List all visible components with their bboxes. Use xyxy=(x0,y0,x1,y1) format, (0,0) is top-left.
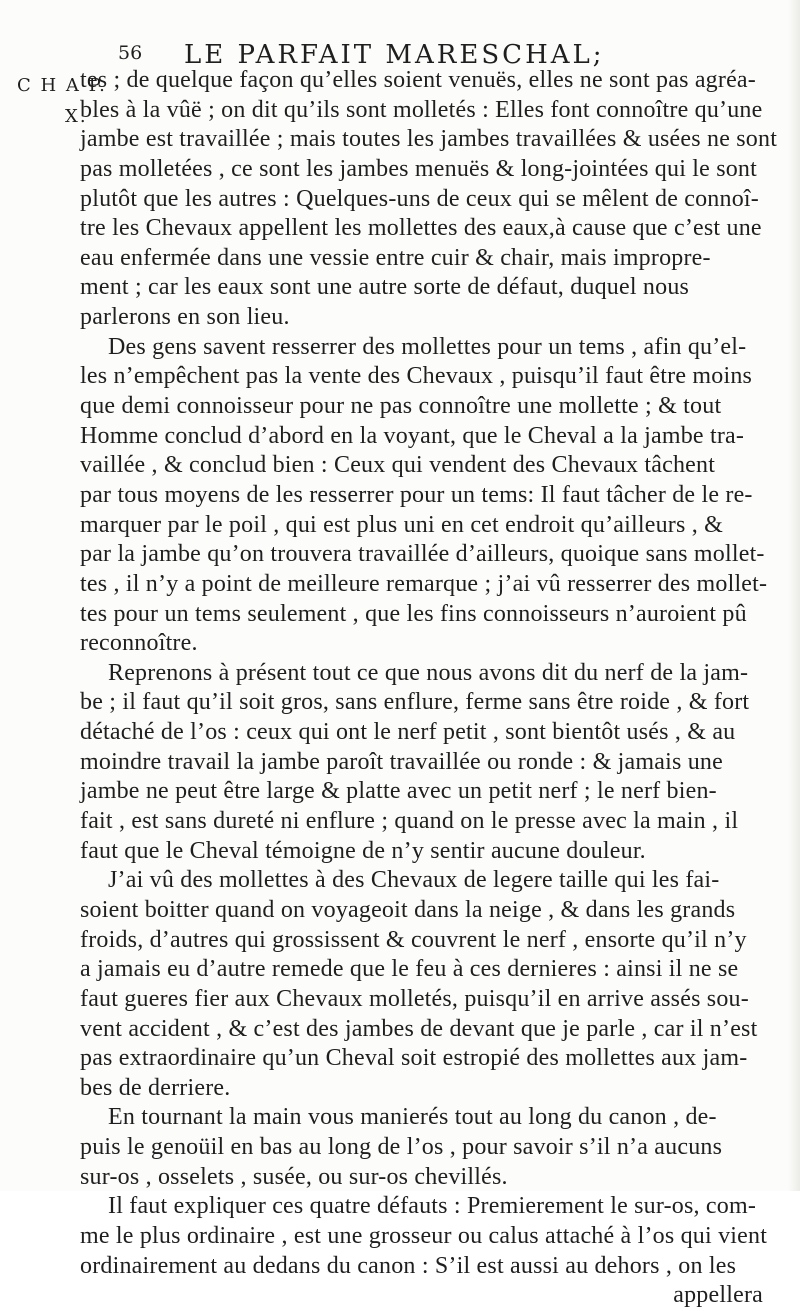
text-line: jambe est travaillée ; mais toutes les jambes travaillées & usées ne sont xyxy=(80,126,778,153)
text-line: puis le genoüil en bas au long de l’os , pour savoir s’il n’a aucuns xyxy=(80,1134,723,1161)
text-line: pas molletées , ce sont les jambes menuës & long-jointées qui le sont xyxy=(80,155,757,182)
page-edge-shadow xyxy=(788,0,800,1191)
text-line: plutôt que les autres : Quelques-uns de ceux qui se mêlent de connoî- xyxy=(80,185,759,212)
body-text xyxy=(80,66,778,1311)
text-line: faut que le Cheval témoigne de n’y sentir aucune douleur. xyxy=(80,837,646,864)
text-line: bles à la vûë ; on dit qu’ils sont molletés : Elles font connoître qu’une xyxy=(80,96,763,123)
text-line: a jamais eu d’autre remede que le feu à ces dernieres : ainsi il ne se xyxy=(80,956,739,983)
paragraph-start-line: En tournant la main vous manierés tout au long du canon , de- xyxy=(108,1104,717,1131)
text-line: vaillée , & conclud bien : Ceux qui vendent des Chevaux tâchent xyxy=(80,452,716,479)
text-line: fait , est sans dureté ni enflure ; quand on le presse avec la main , il xyxy=(80,808,739,835)
text-line: soient boitter quand on voyageoit dans la neige , & dans les grands xyxy=(80,896,736,923)
text-line: be ; il faut qu’il soit gros, sans enflure, ferme sans être roide , & fort xyxy=(80,689,750,716)
text-line: que demi connoisseur pour ne pas connoître une mollette ; & tout xyxy=(80,393,722,420)
text-line: par tous moyens de les resserrer pour un tems: Il faut tâcher de le re- xyxy=(80,481,753,508)
catchword: appellera xyxy=(673,1282,763,1309)
running-title: LE PARFAIT MARESCHAL; xyxy=(184,40,605,70)
text-line: faut gueres fier aux Chevaux molletés, puisqu’il en arrive assés sou- xyxy=(80,985,749,1012)
text-line: vent accident , & c’est des jambes de devant que je parle , car il n’est xyxy=(80,1015,758,1042)
text-line: jambe ne peut être large & platte avec un petit nerf ; le nerf bien- xyxy=(80,778,717,805)
paragraph-start-line: Des gens savent resserrer des mollettes pour un tems , afin qu’el- xyxy=(108,333,747,360)
text-line: eau enfermée dans une vessie entre cuir & chair, mais impropre- xyxy=(80,244,711,271)
text-line: tes , il n’y a point de meilleure remarque ; j’ai vû resserrer des mollet- xyxy=(80,570,768,597)
text-line: parlerons en son lieu. xyxy=(80,304,290,331)
text-line: par la jambe qu’on trouvera travaillée d’ailleurs, quoique sans mollet- xyxy=(80,541,765,568)
text-line: froids, d’autres qui grossissent & couvrent le nerf , ensorte qu’il n’y xyxy=(80,926,747,953)
text-line: ordinairement au dedans du canon : S’il est aussi au dehors , on les xyxy=(80,1252,737,1279)
text-line: me le plus ordinaire , est une grosseur ou calus attaché à l’os qui vient xyxy=(80,1222,768,1249)
text-line: tes pour un tems seulement , que les fins connoisseurs n’auroient pû xyxy=(80,600,747,627)
text-line: marquer par le poil , qui est plus uni en cet endroit qu’ailleurs , & xyxy=(80,511,723,538)
text-line: reconnoître. xyxy=(80,630,198,657)
text-line: pas extraordinaire qu’un Cheval soit estropié des mollettes aux jam- xyxy=(80,1045,748,1072)
text-line: les n’empêchent pas la vente des Chevaux , puisqu’il faut être moins xyxy=(80,363,753,390)
page-number: 56 xyxy=(118,42,143,64)
text-line: tes ; de quelque façon qu’elles soient venuës, elles ne sont pas agréa- xyxy=(80,67,756,93)
text-line: bes de derriere. xyxy=(80,1074,231,1101)
text-line: sur-os , osselets , susée, ou sur-os chevillés. xyxy=(80,1163,508,1190)
paragraph-start-line: J’ai vû des mollettes à des Chevaux de legere taille qui les fai- xyxy=(108,867,720,894)
paragraph-start-line: Reprenons à présent tout ce que nous avons dit du nerf de la jam- xyxy=(108,659,749,686)
text-line: moindre travail la jambe paroît travaillée ou ronde : & jamais une xyxy=(80,748,723,775)
paragraph-start-line: Il faut expliquer ces quatre défauts : Premierement le sur-os, com- xyxy=(108,1193,757,1220)
text-line: tre les Chevaux appellent les mollettes des eaux,à cause que c’est une xyxy=(80,215,762,242)
text-line: Homme conclud d’abord en la voyant, que le Cheval a la jambe tra- xyxy=(80,422,745,449)
chapter-number: X. xyxy=(65,106,88,127)
text-line: ment ; car les eaux sont une autre sorte de défaut, duquel nous xyxy=(80,274,690,301)
chapter-label: C H A P. xyxy=(17,75,107,96)
text-line: détaché de l’os : ceux qui ont le nerf petit , sont bientôt usés , & au xyxy=(80,719,736,746)
